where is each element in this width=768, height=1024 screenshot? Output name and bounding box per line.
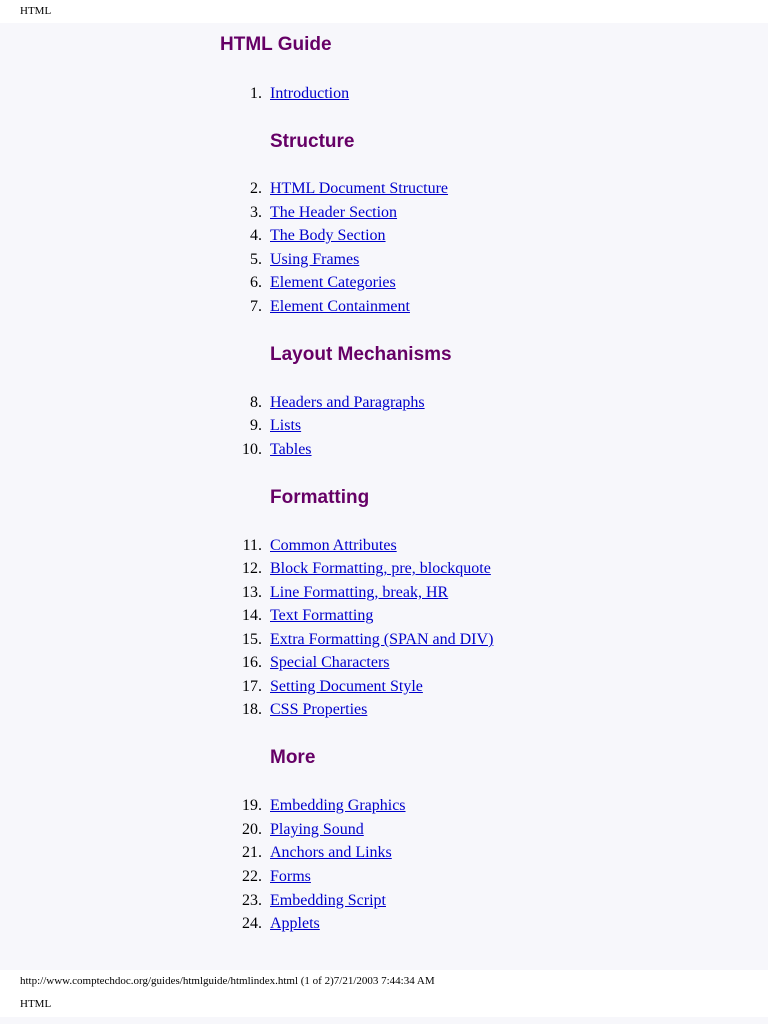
item-number: 14. [242,607,262,624]
link-applets[interactable]: Applets [270,915,320,932]
item-number: 13. [242,584,262,601]
guide-content [0,23,768,970]
page-header-label: HTML [20,5,52,17]
link-special-characters[interactable]: Special Characters [270,654,390,671]
item-number: 15. [242,631,262,648]
footer-label: HTML [20,998,52,1010]
section-title-formatting: Formatting [270,487,370,508]
item-number: 17. [242,678,262,695]
item-number: 5. [250,251,262,268]
link-text-formatting[interactable]: Text Formatting [270,607,374,624]
item-number: 3. [250,204,262,221]
item-number: 24. [242,915,262,932]
item-number: 8. [250,394,262,411]
link-using-frames[interactable]: Using Frames [270,251,360,268]
guide-title: HTML Guide [220,34,332,55]
link-element-containment[interactable]: Element Containment [270,298,410,315]
link-element-categories[interactable]: Element Categories [270,274,396,291]
link-tables[interactable]: Tables [270,441,312,458]
link-introduction[interactable]: Introduction [270,85,350,102]
link-embedding-script[interactable]: Embedding Script [270,892,386,909]
link-lists[interactable]: Lists [270,417,302,434]
link-playing-sound[interactable]: Playing Sound [270,821,364,838]
link-common-attributes[interactable]: Common Attributes [270,537,397,554]
link-block-formatting[interactable]: Block Formatting, pre, blockquote [270,560,491,577]
link-css-properties[interactable]: CSS Properties [270,701,368,718]
item-number: 19. [242,797,262,814]
link-line-formatting[interactable]: Line Formatting, break, HR [270,584,449,601]
link-forms[interactable]: Forms [270,868,311,885]
link-setting-document-style[interactable]: Setting Document Style [270,678,423,695]
item-number: 21. [242,844,262,861]
link-embedding-graphics[interactable]: Embedding Graphics [270,797,406,814]
item-number: 7. [250,298,262,315]
item-number: 6. [250,274,262,291]
item-number: 20. [242,821,262,838]
item-number: 9. [250,417,262,434]
link-extra-formatting[interactable]: Extra Formatting (SPAN and DIV) [270,631,494,648]
item-number: 18. [242,701,262,718]
item-number: 11. [242,537,262,554]
section-title-layout-mechanisms: Layout Mechanisms [270,344,452,365]
item-number: 23. [242,892,262,909]
link-body-section[interactable]: The Body Section [270,227,386,244]
item-number: 16. [242,654,262,671]
section-title-structure: Structure [270,131,355,152]
item-number: 2. [250,180,262,197]
item-number: 12. [242,560,262,577]
item-number: 10. [242,441,262,458]
link-headers-and-paragraphs[interactable]: Headers and Paragraphs [270,394,425,411]
section-title-more: More [270,747,316,768]
footer-url: http://www.comptechdoc.org/guides/htmlguide/htmlindex.html (1 of 2)7/21/2003 7:44:34 AM [20,975,435,987]
link-anchors-and-links[interactable]: Anchors and Links [270,844,392,861]
footer-band [0,1017,768,1024]
item-number: 22. [242,868,262,885]
link-header-section[interactable]: The Header Section [270,204,398,221]
link-html-document-structure[interactable]: HTML Document Structure [270,180,449,197]
item-number: 1. [250,85,262,102]
item-number: 4. [250,227,262,244]
